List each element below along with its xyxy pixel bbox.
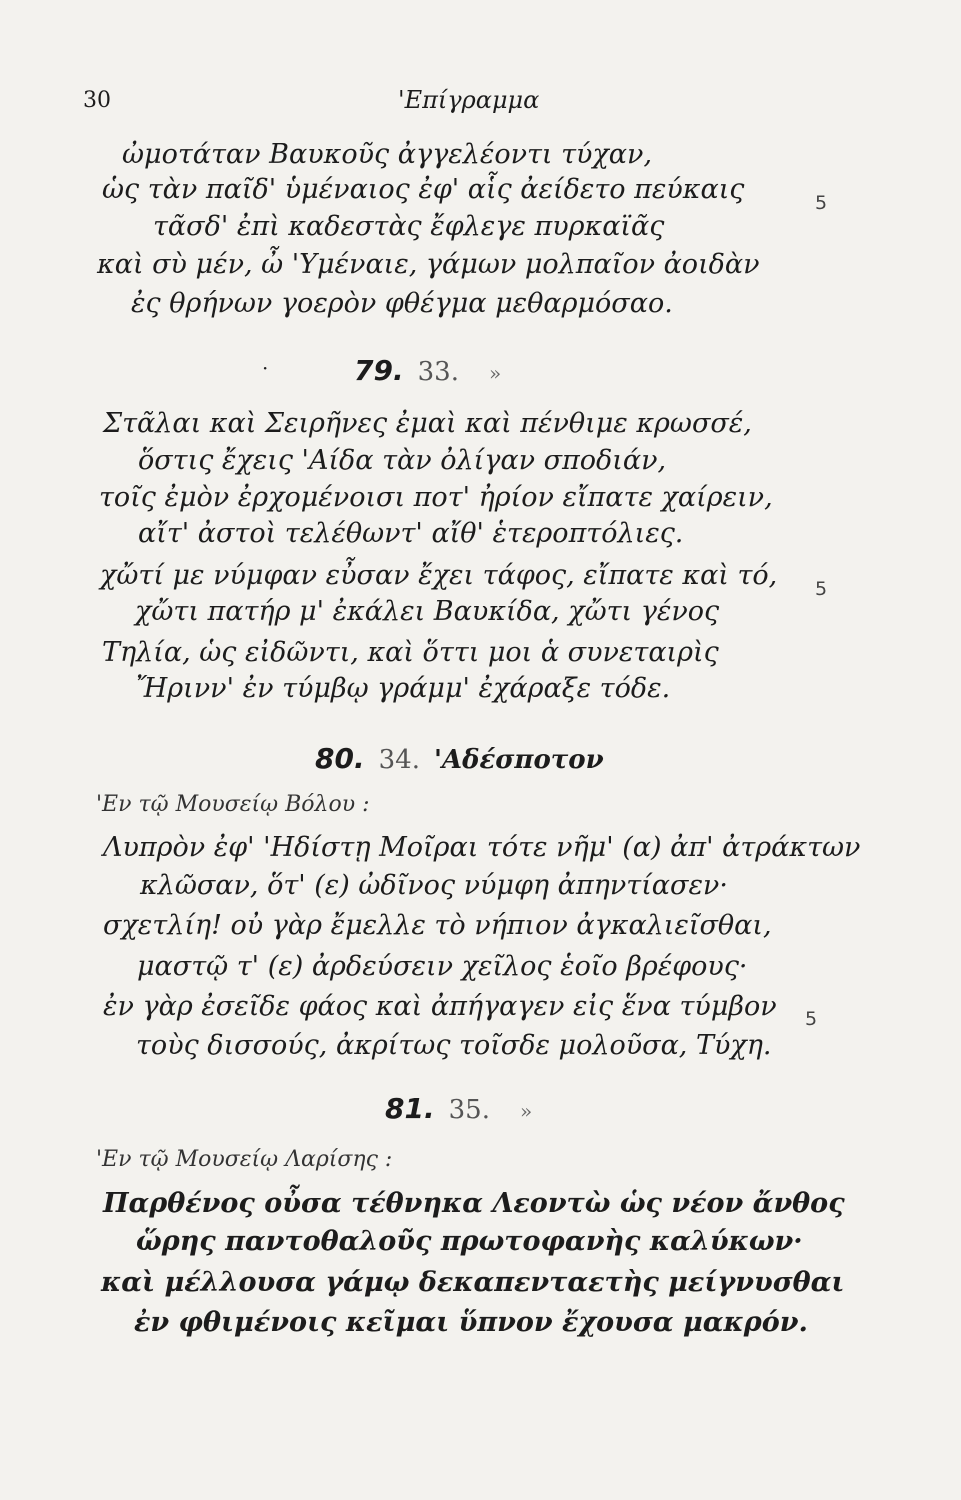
verse-line: τοὺς δισσούς, ἀκρίτως τοῖσδε μολοῦσα, Τύχη. (136, 1030, 772, 1061)
verse-line: χὤτι πατήρ μ' ἐκάλει Βαυκίδα, χὤτι γένος (135, 596, 720, 627)
verse-line: καὶ σὺ μέν, ὦ 'Υμέναιε, γάμων μολπαῖον ἀοιδὰν (97, 249, 760, 280)
running-title: 'Επίγραμμα (398, 86, 540, 114)
epigram-subnumber: 33. (417, 357, 459, 387)
verse-line: τᾶσδ' ἐπὶ καδεστὰς ἔφλεγε πυρκαϊᾶς (153, 211, 665, 242)
ditto-mark: » (488, 361, 502, 385)
verse-line: Στᾶλαι καὶ Σειρῆνες ἐμαὶ καὶ πένθιμε κρωσσέ, (103, 408, 752, 439)
line-number: 5 (815, 192, 828, 214)
epigram-heading (385, 1092, 533, 1125)
epigram-heading (354, 354, 502, 387)
epigram-title: 'Αδέσποτον (433, 745, 604, 775)
epigram-subnumber: 35. (448, 1095, 490, 1125)
verse-line: ὠμοτάταν Βαυκοῦς ἀγγελέοντι τύχαν, (122, 139, 653, 170)
verse-line: ἐν γὰρ ἐσεῖδε φάος καὶ ἀπήγαγεν εἰς ἕνα τύμβον (103, 991, 777, 1022)
epigram-number: 79. (354, 354, 404, 387)
stray-mark: · (262, 356, 269, 380)
epigram-subnumber: 34. (378, 745, 420, 775)
verse-line: Ἤρινν' ἐν τύμβῳ γράμμ' ἐχάραξε τόδε. (136, 673, 671, 704)
verse-line: Παρθένος οὖσα τέθνηκα Λεοντὼ ὡς νέον ἄνθος (103, 1188, 845, 1219)
line-number: 5 (815, 578, 828, 600)
verse-line: ἐν φθιμένοις κεῖμαι ὕπνον ἔχουσα μακρόν. (134, 1307, 808, 1338)
verse-line: χὤτί με νύμφαν εὖσαν ἔχει τάφος, εἴπατε καὶ τό, (100, 560, 778, 591)
ditto-mark: » (519, 1099, 533, 1123)
verse-line: καὶ μέλλουσα γάμῳ δεκαπενταετὴς μείγνυσθαι (101, 1267, 845, 1298)
verse-line: τοῖς ἐμὸν ἐρχομένοισι ποτ' ἠρίον εἴπατε χαίρειν, (99, 482, 773, 513)
epigram-heading (315, 742, 604, 775)
verse-line: ὅστις ἔχεις 'Αίδα τὰν ὀλίγαν σποδιάν, (138, 445, 667, 476)
epigram-number: 81. (385, 1092, 435, 1125)
verse-line: σχετλίη! οὐ γὰρ ἔμελλε τὸ νήπιον ἀγκαλιεῖσθαι, (103, 910, 772, 941)
verse-line: κλῶσαν, ὅτ' (ε) ὠδῖνος νύμφη ἀπηντίασεν· (140, 870, 728, 901)
verse-line: ὡς τὰν παῖδ' ὑμέναιος ἐφ' αἷς ἀείδετο πεύκαις (102, 174, 745, 205)
verse-line: Τηλία, ὡς εἰδῶντι, καὶ ὅττι μοι ἁ συνεταιρὶς (102, 637, 719, 668)
verse-line: αἴτ' ἀστοὶ τελέθωντ' αἴθ' ἑτεροπτόλιες. (138, 518, 684, 549)
epigram-number: 80. (315, 742, 365, 775)
page-number: 30 (83, 88, 111, 113)
museum-location: 'Εν τῷ Μουσείῳ Λαρίσης : (96, 1147, 393, 1172)
verse-line: ὥρης παντοθαλοῦς πρωτοφανὴς καλύκων· (136, 1226, 803, 1257)
line-number: 5 (805, 1008, 818, 1030)
verse-line: μαστῷ τ' (ε) ἀρδεύσειν χεῖλος ἑοῖο βρέφους· (137, 951, 748, 982)
verse-line: ἐς θρήνων γοερὸν φθέγμα μεθαρμόσαο. (131, 288, 673, 319)
verse-line: Λυπρὸν ἐφ' 'Ηδίστῃ Μοῖραι τότε νῆμ' (α) ἀπ' ἀτράκτων (103, 832, 861, 863)
museum-location: 'Εν τῷ Μουσείῳ Βόλου : (96, 792, 370, 817)
